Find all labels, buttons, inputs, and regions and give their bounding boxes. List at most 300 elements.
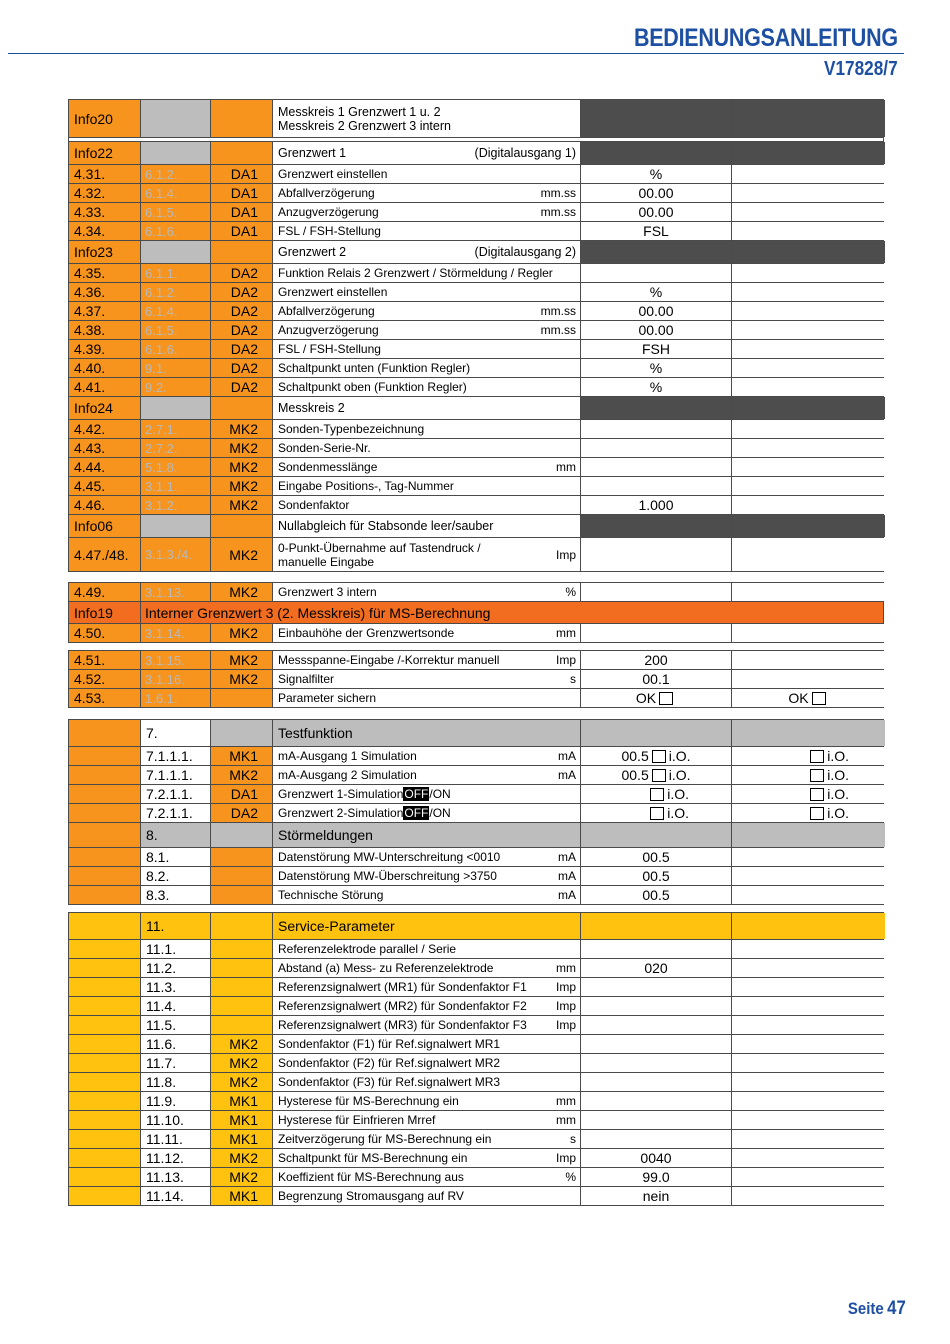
parameter-row [69,1130,883,1149]
menu-code: 5.1.8. [140,458,210,476]
factory-value [580,785,731,803]
factory-value: % [580,359,731,377]
test-function-table [68,719,884,905]
menu-code: 6.1.4. [140,184,210,202]
section-marker [69,1168,140,1186]
parameter-row [69,283,883,302]
parameter-row [69,624,883,643]
section-marker [69,959,140,977]
menu-code: 3.1.1. [140,477,210,495]
channel-code: DA2 [210,264,272,282]
description-text: /ON [429,787,451,801]
parameter-number: 8.1. [140,848,210,866]
channel-code: MK2 [210,458,272,476]
header-rule [8,53,904,54]
menu-code: 6.1.1. [140,264,210,282]
customer-value [731,1168,885,1186]
customer-value [731,264,885,282]
factory-value [580,439,731,457]
section-title: Testfunktion [272,720,580,746]
parameter-number: 4.32. [69,184,140,202]
unit-label: Imp [555,1018,576,1032]
customer-value [731,439,885,457]
factory-value: 1.000 [580,496,731,514]
factory-value: % [580,283,731,301]
customer-value [731,359,885,377]
unit-label: Imp [555,653,576,667]
customer-value [731,1035,885,1053]
parameter-description: Grenzwert 2 (Digitalausgang 2) [272,241,580,263]
section-marker [69,823,140,847]
unit-label: s [570,672,576,686]
channel-code: MK2 [210,766,272,784]
parameter-number: 4.37. [69,302,140,320]
customer-value [731,241,885,263]
section-marker [69,747,140,765]
manual-title: BEDIENUNGSANLEITUNG [634,24,898,52]
customer-value [731,940,885,958]
section-marker [69,1130,140,1148]
description-line: manuelle Eingabe [278,554,375,569]
menu-code: 2.7.1. [140,420,210,438]
menu-code [140,100,210,137]
unit-label: Imp [555,980,576,994]
section-marker [69,1111,140,1129]
parameter-row [69,321,883,340]
factory-value: FSH [580,340,731,358]
parameter-row [69,886,883,905]
description-text: /ON [429,806,451,820]
parameter-description [272,785,580,803]
channel-code: DA2 [210,321,272,339]
factory-value [580,1130,731,1148]
ok-label: i.O. [668,767,691,783]
service-parameter-table [68,912,884,1206]
parameter-description: Datenstörung MW-Überschreitung >3750 mA [272,867,580,885]
customer-value [731,477,885,495]
channel-code [210,142,272,164]
section-marker [69,913,140,939]
parameter-description: Anzugverzögerung mm.ss [272,321,580,339]
checkbox-icon [810,788,824,801]
parameter-description: Hysterese für MS-Berechnung ein mm [272,1092,580,1110]
menu-code: 2.7.2. [140,439,210,457]
channel-code: MK2 [210,1149,272,1167]
parameter-number: Info20 [69,100,140,137]
unit-label: mA [558,888,576,902]
parameter-description [272,804,580,822]
parameter-row [69,1187,883,1206]
menu-code: 9.2. [140,378,210,396]
factory-value: 00.00 [580,184,731,202]
parameter-number: 7.1.1.1. [140,747,210,765]
off-highlight: OFF [404,787,429,801]
factory-value [580,538,731,571]
parameter-description: Zeitverzögerung für MS-Berechnung ein s [272,1130,580,1148]
channel-code [210,886,272,904]
factory-value: 020 [580,959,731,977]
unit-label: Imp [555,1151,576,1165]
info-row [69,397,883,420]
info-row [69,142,883,165]
parameter-description: Referenzsignalwert (MR1) für Sondenfaktor F1 Imp [272,978,580,996]
parameter-number: 4.49. [69,583,140,601]
checkbox-icon [652,750,666,763]
parameter-number: 4.51. [69,651,140,669]
parameter-number: 4.33. [69,203,140,221]
menu-code [140,515,210,537]
parameter-number: Info06 [69,515,140,537]
customer-value [731,848,885,866]
ok-label: i.O. [668,748,691,764]
output-note: (Digitalausgang 1) [474,146,576,160]
factory-value [580,804,731,822]
customer-value [731,823,885,847]
parameter-number: 11.9. [140,1092,210,1110]
unit-label: mA [558,869,576,883]
parameter-row [69,1149,883,1168]
checkbox-icon [659,692,673,705]
checkbox-icon [812,692,826,705]
section-marker [69,1092,140,1110]
ok-label: i.O. [827,748,849,764]
customer-value [731,1187,885,1205]
menu-code: 3.1.13. [140,583,210,601]
channel-code [210,913,272,939]
customer-value [731,720,885,746]
channel-code: DA2 [210,302,272,320]
parameter-number: 4.41. [69,378,140,396]
channel-code: MK2 [210,1054,272,1072]
parameter-number: 7.2.1.1. [140,804,210,822]
menu-code: 6.1.5. [140,321,210,339]
parameter-row [69,184,883,203]
parameter-row [69,959,883,978]
parameter-description: mA-Ausgang 2 Simulation mA [272,766,580,784]
channel-code [210,397,272,419]
parameter-description: Referenzelektrode parallel / Serie [272,940,580,958]
description-line: 0-Punkt-Übernahme auf Tastendruck / [278,540,481,555]
parameter-row [69,978,883,997]
factory-value [580,100,731,137]
factory-value [580,241,731,263]
customer-value [731,142,885,164]
parameter-number: 4.52. [69,670,140,688]
parameter-number: 11.10. [140,1111,210,1129]
customer-value [731,184,885,202]
factory-value [580,1054,731,1072]
factory-value [580,1016,731,1034]
parameter-number: 4.42. [69,420,140,438]
channel-code: MK2 [210,439,272,457]
customer-value [731,340,885,358]
factory-value [580,624,731,642]
page-footer [848,1298,906,1320]
customer-value [731,624,885,642]
parameter-table-limit3 [68,582,884,643]
parameter-description: Sondenmesslänge mm [272,458,580,476]
parameter-number: Info19 [69,602,140,623]
section-marker [69,978,140,996]
parameter-description: Parameter sichern [272,689,580,707]
parameter-row [69,940,883,959]
factory-value [580,458,731,476]
customer-value [731,997,885,1015]
channel-code: MK1 [210,1111,272,1129]
parameter-description: Sondenfaktor (F2) für Ref.signalwert MR2 [272,1054,580,1072]
section-marker [69,1149,140,1167]
channel-code [210,720,272,746]
parameter-number: 4.53. [69,689,140,707]
parameter-row [69,340,883,359]
parameter-number: 11.3. [140,978,210,996]
parameter-row [69,747,883,766]
parameter-description: Abfallverzögerung mm.ss [272,184,580,202]
channel-code: DA2 [210,340,272,358]
section-marker [69,1073,140,1091]
parameter-row [69,651,883,670]
ok-label: i.O. [827,805,849,821]
channel-code [210,997,272,1015]
section-marker [69,785,140,803]
parameter-number: 7.1.1.1. [140,766,210,784]
parameter-number: 4.43. [69,439,140,457]
off-highlight: OFF [404,806,429,820]
factory-value: 00.5 i.O. [580,747,731,765]
factory-value: 00.1 [580,670,731,688]
parameter-description: Grenzwert 3 intern % [272,583,580,601]
unit-label: mm [556,460,576,474]
parameter-description: Begrenzung Stromausgang auf RV [272,1187,580,1205]
parameter-number: 4.34. [69,222,140,240]
parameter-description: Koeffizient für MS-Berechnung aus % [272,1168,580,1186]
parameter-description: mA-Ausgang 1 Simulation mA [272,747,580,765]
unit-label: mm [556,626,576,640]
channel-code [210,959,272,977]
customer-value [731,1130,885,1148]
factory-value [580,420,731,438]
section-title: Störmeldungen [272,823,580,847]
menu-code: 6.1.5. [140,203,210,221]
parameter-description [272,538,580,571]
unit-label: mm [556,961,576,975]
channel-code: DA2 [210,378,272,396]
factory-value: 00.00 [580,302,731,320]
factory-value: 00.00 [580,321,731,339]
channel-code: DA2 [210,283,272,301]
channel-code: MK1 [210,1130,272,1148]
parameter-number: 11.7. [140,1054,210,1072]
parameter-description: Messkreis 2 [272,397,580,419]
menu-code: 3.1.16. [140,670,210,688]
customer-value [731,913,885,939]
section-marker [69,1187,140,1205]
section-marker [69,848,140,866]
customer-value [731,496,885,514]
customer-value [731,100,885,137]
unit-label: % [565,585,576,599]
channel-code: MK2 [210,1035,272,1053]
menu-code: 6.1.6. [140,222,210,240]
section-title: Service-Parameter [272,913,580,939]
checkbox-icon [810,769,824,782]
ok-label: i.O. [827,767,849,783]
menu-code [140,241,210,263]
parameter-row [69,264,883,283]
description-text: Grenzwert 2-Simulation [278,806,404,820]
info-row [69,515,883,538]
factory-value [580,515,731,537]
factory-value [580,142,731,164]
parameter-description [272,100,580,137]
unit-label: Imp [555,999,576,1013]
channel-code: MK1 [210,1187,272,1205]
customer-value [731,978,885,996]
parameter-row [69,848,883,867]
factory-value: 00.5 [580,848,731,866]
parameter-description: Abstand (a) Mess- zu Referenzelektrode mm [272,959,580,977]
checkbox-icon [650,807,664,820]
customer-value [731,1149,885,1167]
parameter-number: 4.38. [69,321,140,339]
parameter-row [69,203,883,222]
parameter-row [69,477,883,496]
parameter-number: 11.8. [140,1073,210,1091]
channel-code [210,515,272,537]
customer-value [731,458,885,476]
section-number: 8. [140,823,210,847]
factory-value: nein [580,1187,731,1205]
info-description: Interner Grenzwert 3 (2. Messkreis) für MS-Berechnung [140,602,883,623]
channel-code: MK2 [210,420,272,438]
customer-value [731,867,885,885]
unit-label: mm.ss [540,186,576,200]
customer-value [731,583,885,601]
parameter-number: 4.39. [69,340,140,358]
parameter-number: 11.11. [140,1130,210,1148]
customer-value [731,1092,885,1110]
parameter-row [69,1073,883,1092]
parameter-row [69,583,883,602]
factory-value: 0040 [580,1149,731,1167]
parameter-description: Datenstörung MW-Unterschreitung <0010 mA [272,848,580,866]
parameter-description: FSL / FSH-Stellung [272,340,580,358]
factory-value [580,913,731,939]
parameter-table-span [68,650,884,708]
menu-code: 6.1.2. [140,283,210,301]
document-id: V17828/7 [824,58,898,80]
parameter-description: Anzugverzögerung mm.ss [272,203,580,221]
parameter-description: Einbauhöhe der Grenzwertsonde mm [272,624,580,642]
ok-label: i.O. [667,786,689,802]
parameter-number: 11.5. [140,1016,210,1034]
parameter-row [69,670,883,689]
parameter-number: 11.1. [140,940,210,958]
customer-value [731,747,885,765]
parameter-row [69,496,883,515]
unit-label: Imp [555,548,576,562]
parameter-number: 4.45. [69,477,140,495]
menu-code: 3.1.3./4. [140,538,210,571]
section-number: 11. [140,913,210,939]
section-marker [69,997,140,1015]
channel-code [210,1016,272,1034]
factory-value: 00.5 i.O. [580,766,731,784]
channel-code: MK2 [210,477,272,495]
output-note: (Digitalausgang 2) [474,245,576,259]
parameter-number: 4.50. [69,624,140,642]
parameter-row [69,165,883,184]
parameter-description: Eingabe Positions-, Tag-Nummer [272,477,580,495]
section-marker [69,720,140,746]
customer-value: OK [731,689,885,707]
factory-value [580,1035,731,1053]
channel-code: DA1 [210,184,272,202]
parameter-number: 4.44. [69,458,140,476]
parameter-description: Referenzsignalwert (MR2) für Sondenfaktor F2 Imp [272,997,580,1015]
customer-value [731,670,885,688]
channel-code: DA1 [210,203,272,221]
channel-code: DA2 [210,804,272,822]
customer-value [731,302,885,320]
menu-code: 9.1. [140,359,210,377]
factory-value [580,264,731,282]
parameter-number: 4.40. [69,359,140,377]
factory-value: % [580,378,731,396]
info-row [69,100,883,138]
customer-value [731,886,885,904]
channel-code: DA1 [210,165,272,183]
customer-value [731,651,885,669]
parameter-description: Nullabgleich für Stabsonde leer/sauber [272,515,580,537]
checkbox-icon [810,807,824,820]
ok-label: i.O. [667,805,689,821]
parameter-row [69,378,883,397]
customer-value [731,283,885,301]
menu-code [140,397,210,419]
unit-label: mm.ss [540,205,576,219]
customer-value [731,203,885,221]
parameter-description: Messspanne-Eingabe /-Korrektur manuell Imp [272,651,580,669]
section-marker [69,940,140,958]
parameter-row [69,804,883,823]
parameter-row [69,1092,883,1111]
parameter-row [69,1035,883,1054]
channel-code [210,867,272,885]
channel-code: MK1 [210,1092,272,1110]
parameter-description: Grenzwert einstellen [272,165,580,183]
channel-code: MK2 [210,538,272,571]
info-row [69,602,883,624]
info-row [69,241,883,264]
customer-value [731,321,885,339]
parameter-number: 11.13. [140,1168,210,1186]
customer-value [731,766,885,784]
channel-code: MK2 [210,670,272,688]
channel-code: MK2 [210,624,272,642]
menu-code: 6.1.2. [140,165,210,183]
factory-value [580,1073,731,1091]
unit-label: mA [558,850,576,864]
factory-value [580,397,731,419]
customer-value [731,378,885,396]
parameter-description: Sondenfaktor (F1) für Ref.signalwert MR1 [272,1035,580,1053]
parameter-row [69,359,883,378]
page-number: 47 [887,1298,906,1319]
channel-code [210,978,272,996]
parameter-row [69,1054,883,1073]
parameter-number: 8.2. [140,867,210,885]
